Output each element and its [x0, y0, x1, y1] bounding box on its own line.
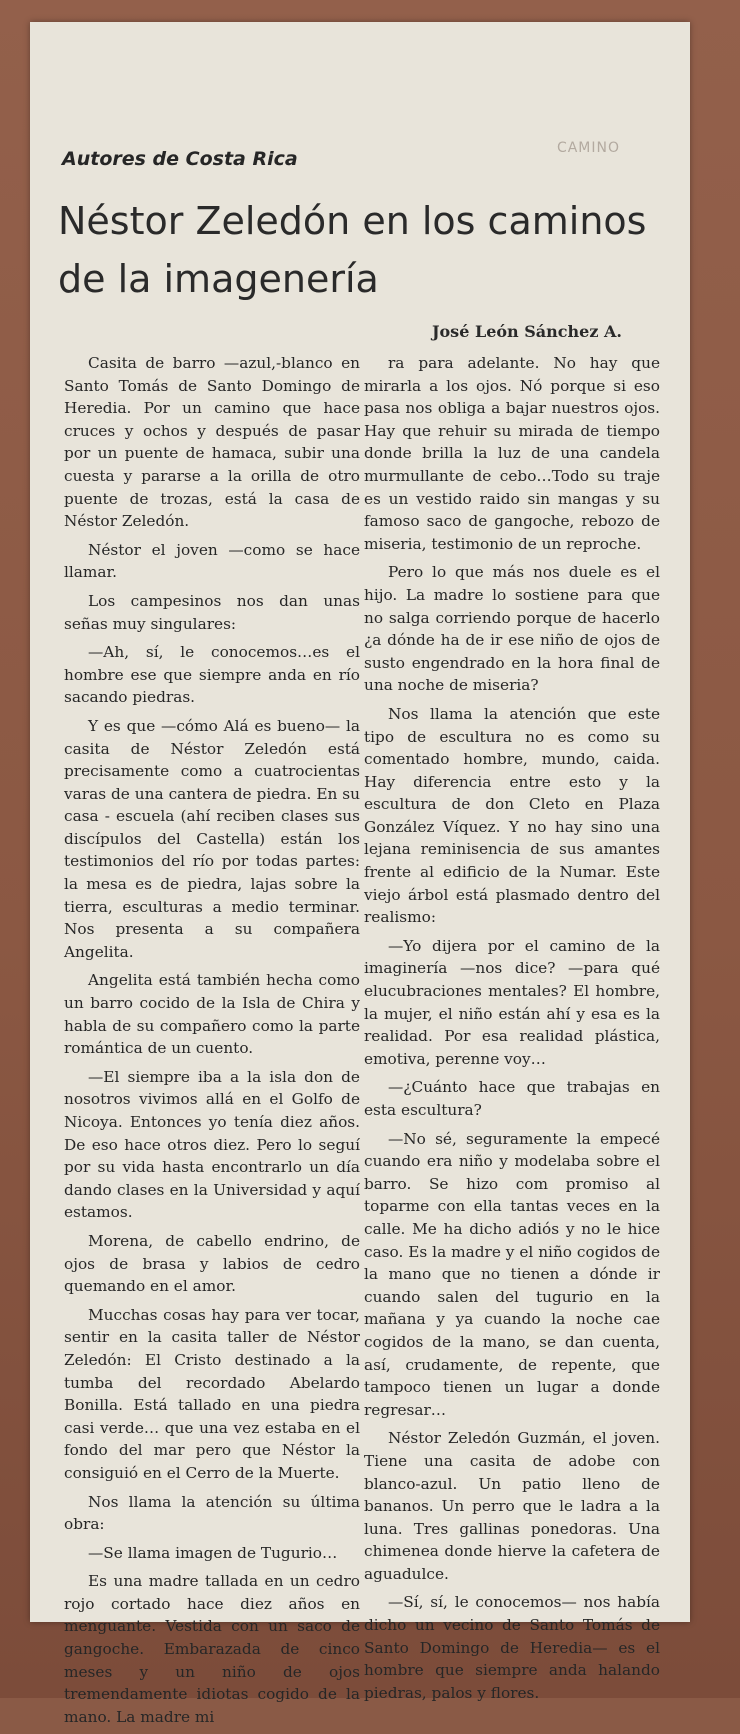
paragraph: Angelita está también hecha como un barro cocido de la Isla de Chira y habla de su compañero como la parte romántica de un cuento.: [64, 971, 360, 1058]
section-heading: Autores de Costa Rica: [62, 148, 298, 170]
paragraph: —No sé, seguramente la empecé cuando era niño y modelaba sobre el barro. Se hizo com promiso al toparme con ella tantas veces en la calle. Me ha dicho adiós y no le hice caso. Es la madre y el niño cogidos de la mano que no tienen a dónde ir cuando salen del tugurio en la mañana y ya cuando la noche cae cogidos de la mano, se dan cuenta, así, crudamente, de repente, que tampoco tienen un lugar a donde regresar…: [364, 1129, 660, 1419]
paragraph: ra para adelante. No hay que mirarla a los ojos. Nó porque si eso pasa nos obliga a bajar nuestros ojos. Hay que rehuir su mirada de tiempo donde brilla la luz de una candela murmullante de cebo…Todo su traje es un vestido raido sin mangas y su famoso saco de gangoche, rebozo de miseria, testimonio de un reproche.: [364, 354, 660, 553]
paragraph: Morena, de cabello endrino, de ojos de brasa y labios de cedro quemando en el amor.: [64, 1231, 360, 1296]
paragraph: Es una madre tallada en un cedro rojo cortado hace diez años en menguante. Vestida con un saco de gangoche. Embarazada de cinco meses y un niño de ojos tremendamente idiotas cogido de la mano. La madre mi: [64, 1572, 360, 1726]
author-byline: José León Sánchez A.: [431, 322, 622, 341]
paragraph: —Ah, sí, le conocemos…es el hombre ese que siempre anda en río sacando piedras.: [64, 643, 360, 707]
paragraph: Néstor el joven —como se hace llamar.: [64, 540, 360, 582]
paragraph: Los campesinos nos dan unas señas muy singulares:: [64, 591, 360, 633]
paragraph: Pero lo que más nos duele es el hijo. La madre lo sostiene para que no salga corriendo porque de hacerlo ¿a dónde ha de ir ese niño de ojos de susto engendrado en la hora final de una noche de miseria?: [364, 563, 660, 695]
faded-stamp: CAMINO: [556, 140, 620, 156]
paragraph: Nos llama la atención que este tipo de escultura no es como su comentado hombre, mundo, caida. Hay diferencia entre esto y la escultura de don Cleto en Plaza González Víquez. Y no hay sino una lejana reminisencia de sus amantes frente al edificio de la Numar. Este viejo árbol está plasmado dentro del realismo:: [364, 704, 660, 927]
paragraph: —¿Cuánto hace que trabajas en esta escultura?: [364, 1078, 660, 1119]
paragraph: Y es que —cómo Alá es bueno— la casita de Néstor Zeledón está precisamente como a cuatrocientas varas de una cantera de piedra. En su casa - escuela (ahí reciben clases sus discípulos del Castella) están los testimonios del río por todas partes: la mesa es de piedra, lajas sobre la tierra, esculturas a medio terminar. Nos presenta a su compañera Angelita.: [64, 716, 360, 961]
paragraph: Mucchas cosas hay para ver tocar, sentir en la casita taller de Néstor Zeledón: El Cristo destinado a la tumba del recordado Abelardo Bonilla. Está tallado en una piedra casi verde… que una vez estaba en el fondo del mar pero que Néstor la consiguió en el Cerro de la Muerte.: [64, 1305, 360, 1482]
paragraph: Néstor Zeledón Guzmán, el joven. Tiene una casita de adobe con blanco-azul. Un patio lleno de bananos. Un perro que le ladra a la luna. Tres gallinas ponedoras. Una chimenea donde hierve la cafetera de aguadulce.: [364, 1429, 660, 1583]
paragraph: —Se llama imagen de Tugurio…: [88, 1543, 338, 1562]
paragraph: —El siempre iba a la isla don de nosotros vivimos allá en el Golfo de Nicoya. Entonces yo tenía diez años. De eso hace otros diez. Pero lo seguí por su vida hasta encontrarlo un día dando clases en la Universidad y aquí estamos.: [64, 1067, 360, 1222]
left-column: [64, 352, 360, 1734]
paragraph: Casita de barro —azul,-blanco en Santo Tomás de Santo Domingo de Heredia. Por un camino que hace cruces y ochos y después de pasar por un puente de hamaca, subir una cuesta y pararse a la orilla de otro puente de trozas, está la casa de Néstor Zeledón.: [64, 354, 360, 531]
article-title: Néstor Zeledón en los caminos de la imagenería: [58, 199, 647, 301]
paragraph: Nos llama la atención su última obra:: [64, 1492, 360, 1534]
right-column: [364, 352, 660, 1710]
newspaper-clipping: [30, 22, 690, 1726]
paragraph: —Yo dijera por el camino de la imaginería —nos dice? —para qué elucubraciones mentales? El hombre, la mujer, el niño están ahí y esa es la realidad. Por esa realidad plástica, emotiva, perenne voy…: [364, 936, 660, 1068]
paragraph: —Sí, sí, le conocemos— nos había dicho un vecino de Santo Tomás de Santo Domingo de Heredia— es el hombre que siempre anda halando piedras, palos y flores.: [364, 1593, 660, 1702]
